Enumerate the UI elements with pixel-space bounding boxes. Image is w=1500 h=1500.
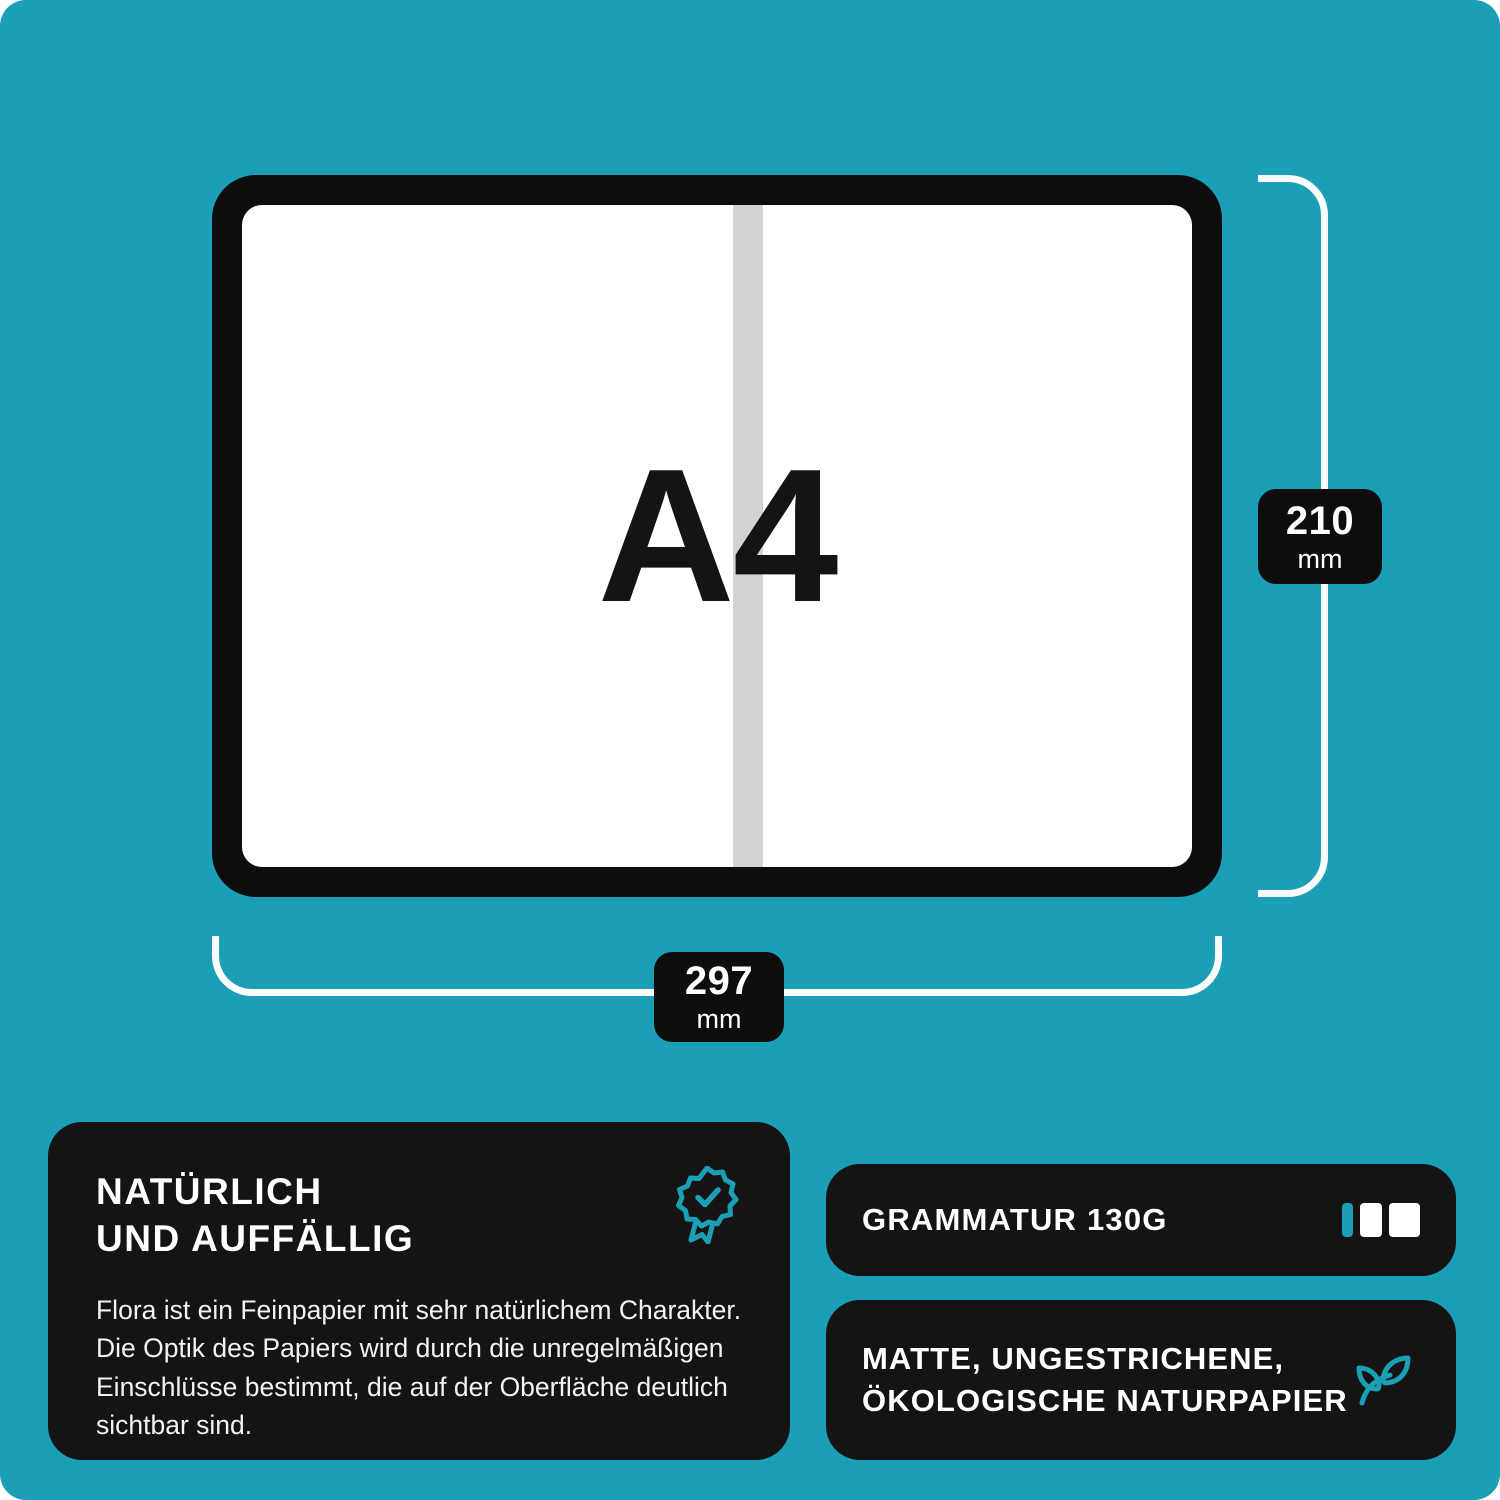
quality-badge-icon: [672, 1166, 742, 1244]
height-value: 210: [1285, 498, 1355, 543]
thickness-bar-2: [1360, 1203, 1382, 1237]
paper-illustration: [212, 175, 1222, 897]
height-dimension-pill: [1258, 489, 1382, 584]
height-unit: mm: [1297, 543, 1343, 574]
leaf-icon: [1352, 1349, 1414, 1411]
paper-weight-card: [826, 1164, 1456, 1276]
description-card: [48, 1122, 790, 1460]
description-body: Flora ist ein Feinpapier mit sehr natürlichem Charakter. Die Optik des Papiers wird durch die unregelmäßigen Einschlüsse bestimmt, die auf der Oberfläche deutlich sichtbar sind.: [96, 1294, 742, 1440]
eco-label-line2: ÖKOLOGISCHE NATURPAPIER: [862, 1383, 1348, 1418]
description-title: [96, 1168, 596, 1263]
eco-paper-card: [826, 1300, 1456, 1460]
width-unit: mm: [696, 1004, 742, 1034]
eco-label-line1: MATTE, UNGESTRICHENE,: [862, 1341, 1285, 1377]
paper-weight-label: GRAMMATUR 130G: [862, 1202, 1168, 1237]
paper-sheet: [242, 205, 1192, 867]
description-title-line2: UND AUFFÄLLIG: [96, 1218, 415, 1260]
eco-paper-label: [862, 1338, 1352, 1422]
width-dimension-pill: [654, 952, 784, 1042]
width-value: 297: [684, 959, 754, 1003]
thickness-bar-3: [1389, 1203, 1420, 1237]
description-title-line1: NATÜRLICH: [96, 1171, 323, 1212]
thickness-bar-1: [1342, 1203, 1353, 1237]
paper-size-label: A4: [597, 430, 837, 642]
thickness-bars-icon: [1342, 1203, 1420, 1237]
